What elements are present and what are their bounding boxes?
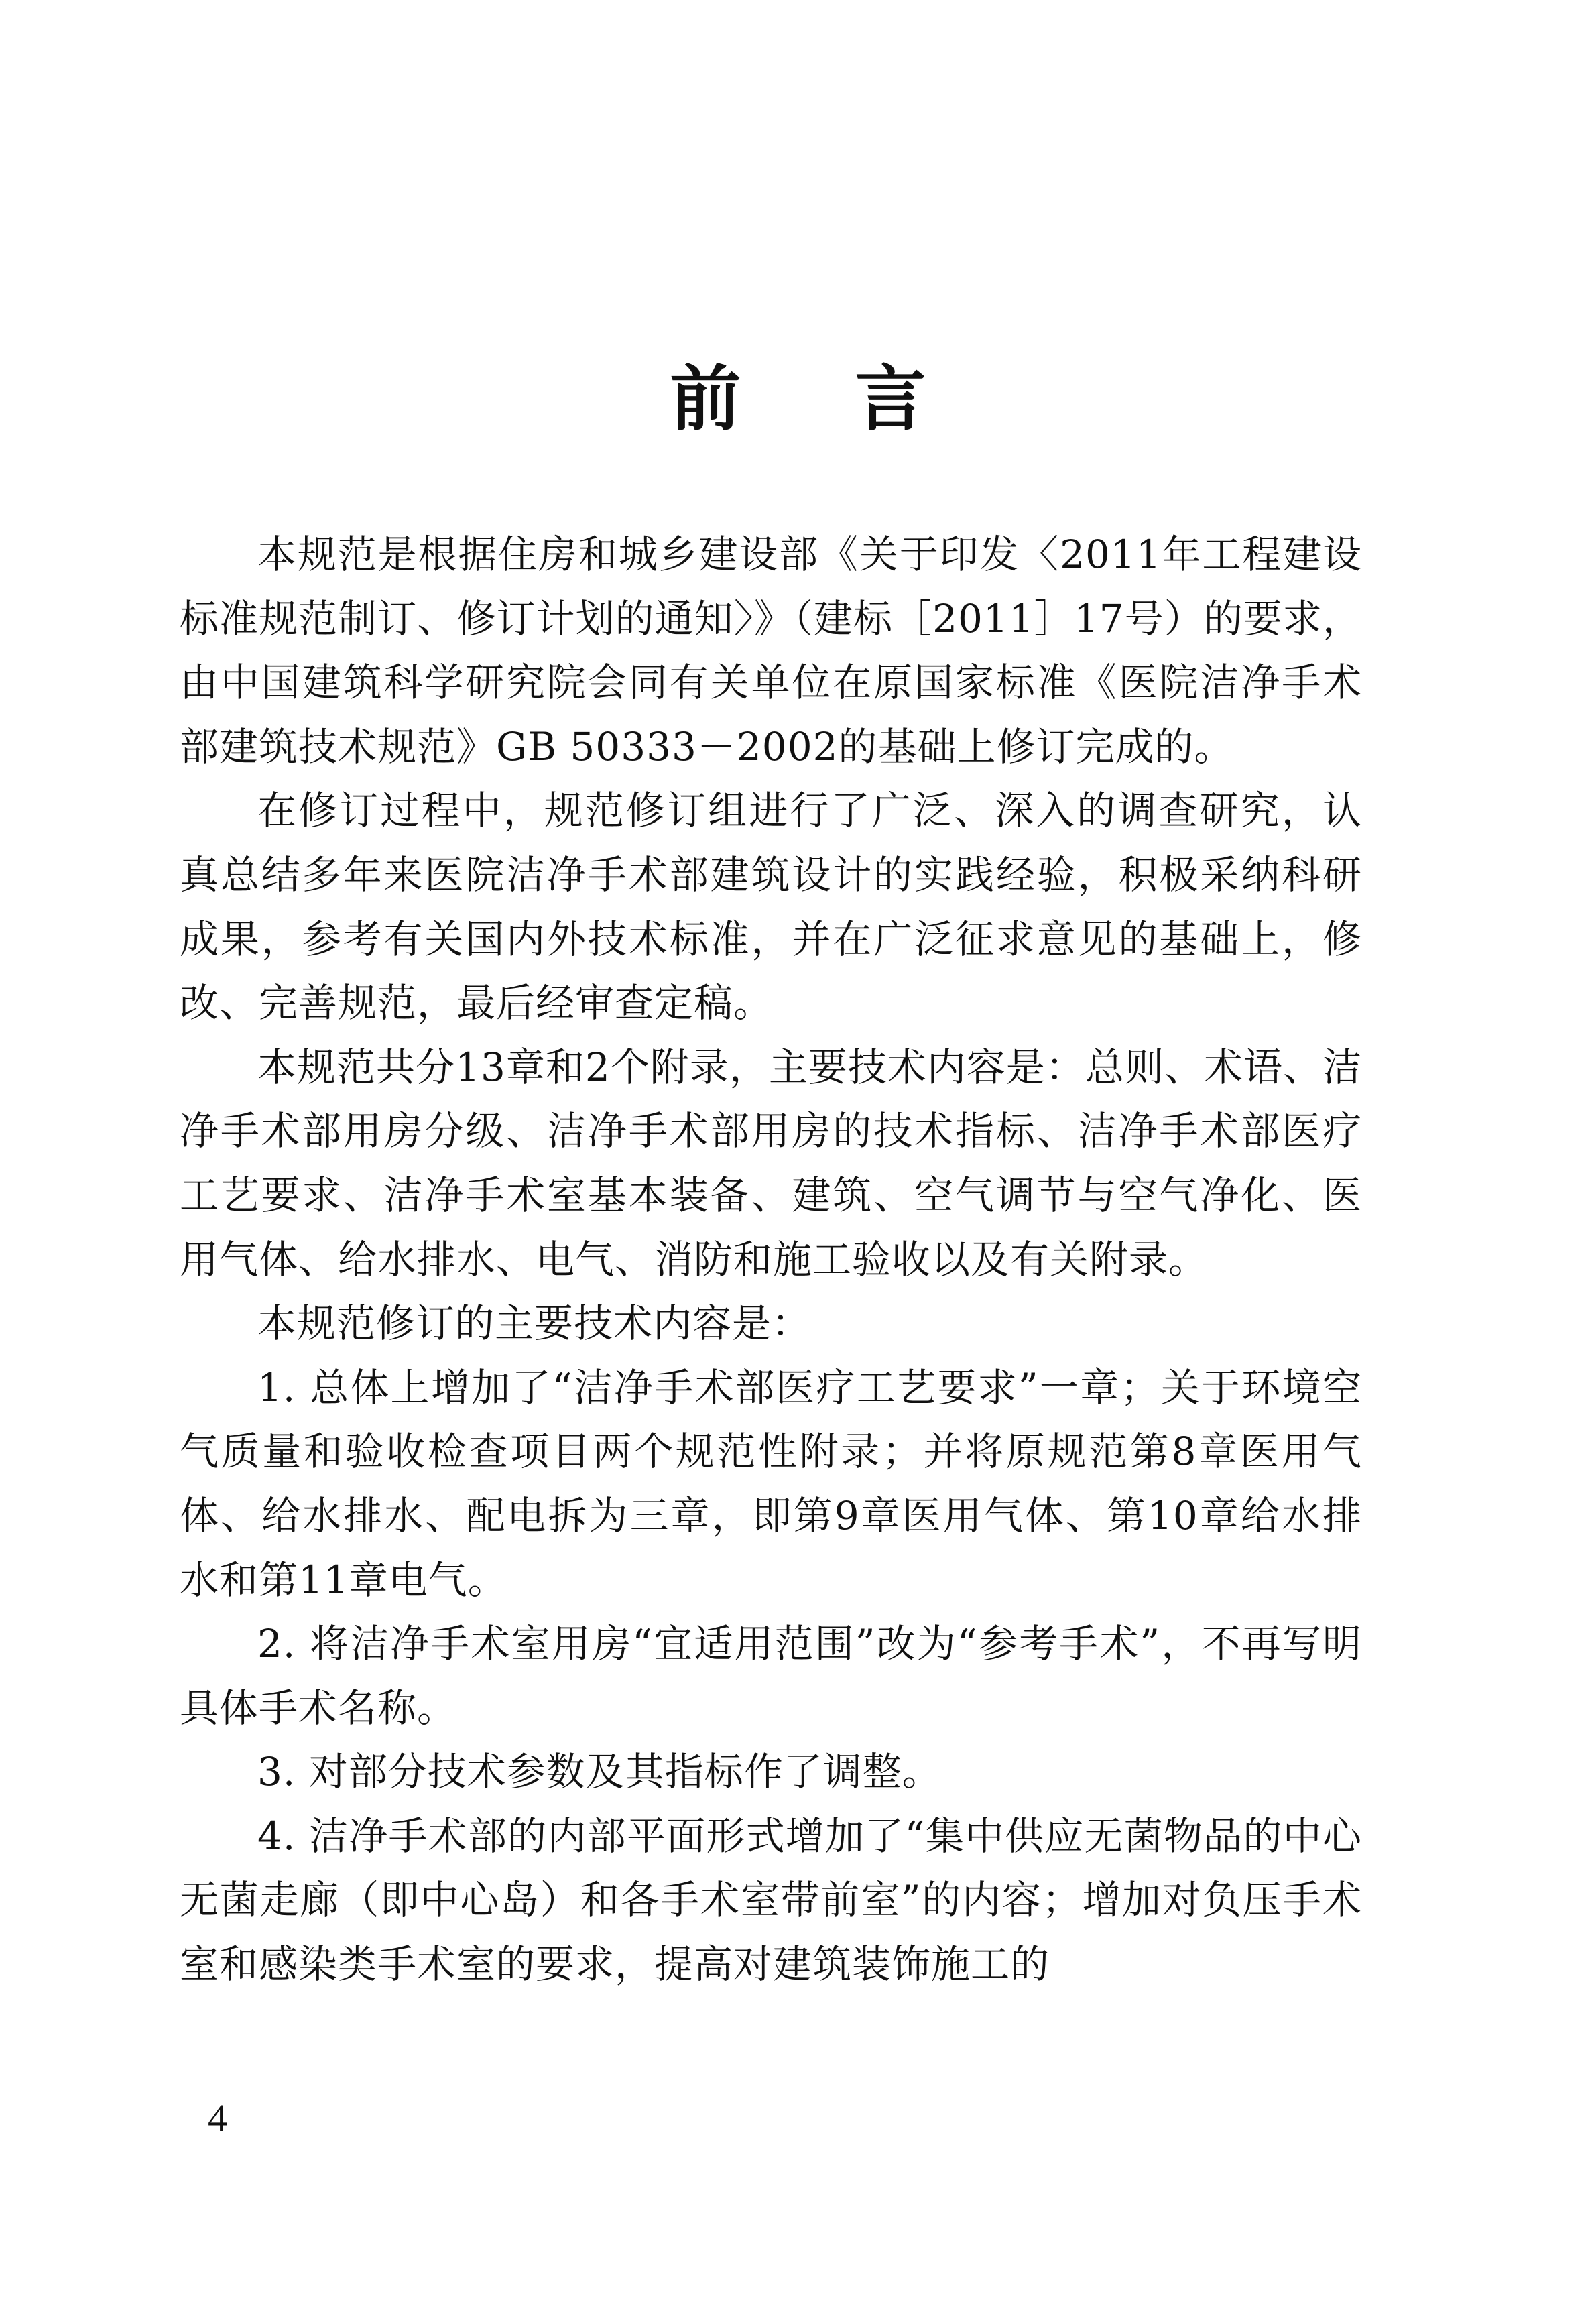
paragraph-contents: 本规范共分13章和2个附录，主要技术内容是：总则、术语、洁净手术部用房分级、洁净手术部用房的技术指标、洁净手术部医疗工艺要求、洁净手术室基本装备、建筑、空气调节与空气净化、医用气体、给水排水、电气、消防和施工验收以及有关附录。 xyxy=(180,1044,1362,1282)
list-item-change-3: 3. 对部分技术参数及其指标作了调整。 xyxy=(257,1749,942,1795)
paragraph-main-changes-intro: 本规范修订的主要技术内容是： xyxy=(257,1300,812,1347)
body-text xyxy=(180,523,1362,1997)
page-title xyxy=(0,349,1596,449)
page-number: 4 xyxy=(208,2096,227,2140)
title-char-2: 言 xyxy=(855,357,926,440)
list-item-change-4: 4. 洁净手术部的内部平面形式增加了“集中供应无菌物品的中心无菌走廊（即中心岛）和各手术室带前室”的内容；增加对负压手术室和感染类手术室的要求，提高对建筑装饰施工的 xyxy=(180,1813,1362,1988)
paragraph-basis: 本规范是根据住房和城乡建设部《关于印发〈2011年工程建设标准规范制订、修订计划的通知〉》（建标［2011］17号）的要求，由中国建筑科学研究院会同有关单位在原国家标准《医院洁净手术部建筑技术规范》GB 50333－2002的基础上修订完成的。 xyxy=(180,532,1362,770)
title-char-1: 前 xyxy=(670,357,741,440)
paragraph-revision-process: 在修订过程中，规范修订组进行了广泛、深入的调查研究，认真总结多年来医院洁净手术部建筑设计的实践经验，积极采纳科研成果，参考有关国内外技术标准，并在广泛征求意见的基础上，修改、完善规范，最后经审查定稿。 xyxy=(180,788,1362,1026)
list-item-change-1: 1. 总体上增加了“洁净手术部医疗工艺要求”一章；关于环境空气质量和验收检查项目两个规范性附录；并将原规范第8章医用气体、给水排水、配电拆为三章，即第9章医用气体、第10章给水排水和第11章电气。 xyxy=(180,1364,1362,1603)
list-item-change-2: 2. 将洁净手术室用房“宜适用范围”改为“参考手术”，不再写明具体手术名称。 xyxy=(180,1621,1362,1731)
